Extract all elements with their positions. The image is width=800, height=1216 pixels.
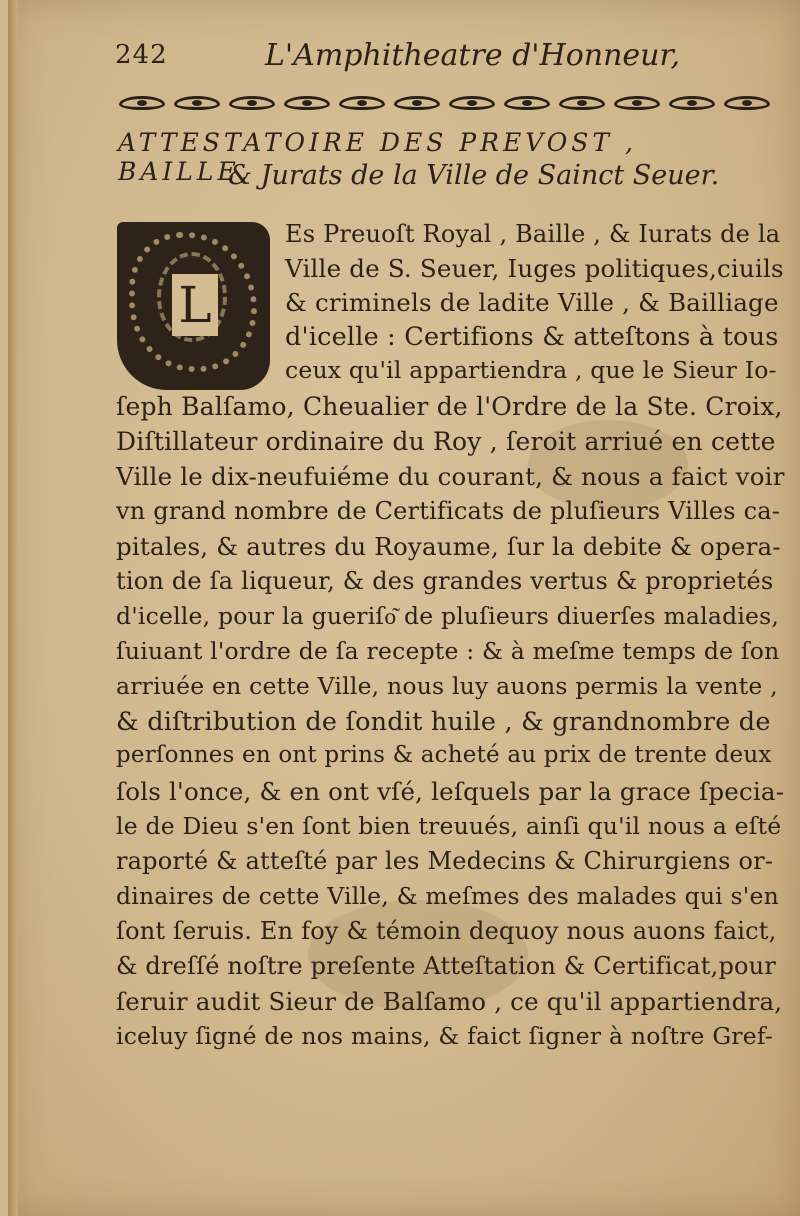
running-head: L'Amphitheatre d'Honneur,	[265, 38, 681, 73]
text-line: d'icelle : Certifions & atteſtons à tous	[285, 322, 779, 352]
text-line: ſeph Balſamo, Cheualier de l'Ordre de la Ste. Croix,	[116, 392, 783, 421]
text-line: ceux qu'il appartiendra , que le Sieur Io-	[285, 356, 777, 384]
text-line: & diſtribution de ſondit huile , & grandnombre de	[116, 707, 771, 737]
text-line: Es Preuoſt Royal , Baille , & Iurats de la	[285, 220, 781, 248]
text-line: le de Dieu s'en ſont bien treuués, ainſi qu'il nous a eſté	[116, 812, 782, 840]
text-line: & criminels de ladite Ville , & Bailliage	[285, 288, 779, 317]
text-line: Ville le dix-neufuiéme du courant, & nous a faict voir	[116, 462, 785, 491]
text-line: iceluy ſigné de nos mains, & faict ſigner à noſtre Gref-	[116, 1022, 774, 1050]
text-line: d'icelle, pour la gueriſo͂ de pluſieurs diuerſes maladies,	[116, 602, 780, 630]
text-line: ſols l'once, & en ont vſé, leſquels par la grace ſpecia-	[116, 777, 785, 806]
text-line: & dreſſé noſtre preſente Atteſtation & Certificat,pour	[116, 952, 776, 980]
section-title: ATTESTATOIRE DES PREVOST , BAILLE,	[118, 128, 638, 186]
text-line: Diſtillateur ordinaire du Roy , ſeroit arriué en cette	[116, 427, 776, 456]
text-line: tion de ſa liqueur, & des grandes vertus & proprietés	[116, 567, 774, 595]
text-line: dinaires de cette Ville, & meſmes des malades qui s'en	[116, 882, 779, 910]
text-line: perſonnes en ont prins & acheté au prix de trente deux	[116, 742, 772, 768]
text-line: Ville de S. Seuer, Iuges politiques,ciuils	[285, 254, 784, 283]
text-line: arriuée en cette Ville, nous luy auons permis la vente ,	[116, 672, 778, 700]
page-number: 242	[115, 40, 168, 70]
text-line: vn grand nombre de Certificats de pluſieurs Villes ca-	[116, 497, 781, 525]
text-line: ſont ſeruis. En foy & témoin dequoy nous auons faict,	[116, 917, 777, 945]
text-line: ſuiuant l'ordre de ſa recepte : & à meſme temps de ſon	[116, 637, 780, 665]
text-line: pitales, & autres du Royaume, ſur la debite & opera-	[116, 532, 781, 561]
text-line: ſeruir audit Sieur de Balſamo , ce qu'il appartiendra,	[116, 987, 783, 1016]
dropcap-letter: L	[172, 274, 218, 336]
section-subtitle: & Jurats de la Ville de Sainct Seuer.	[228, 160, 720, 191]
text-line: raporté & atteſté par les Medecins & Chirurgiens or-	[116, 847, 774, 875]
